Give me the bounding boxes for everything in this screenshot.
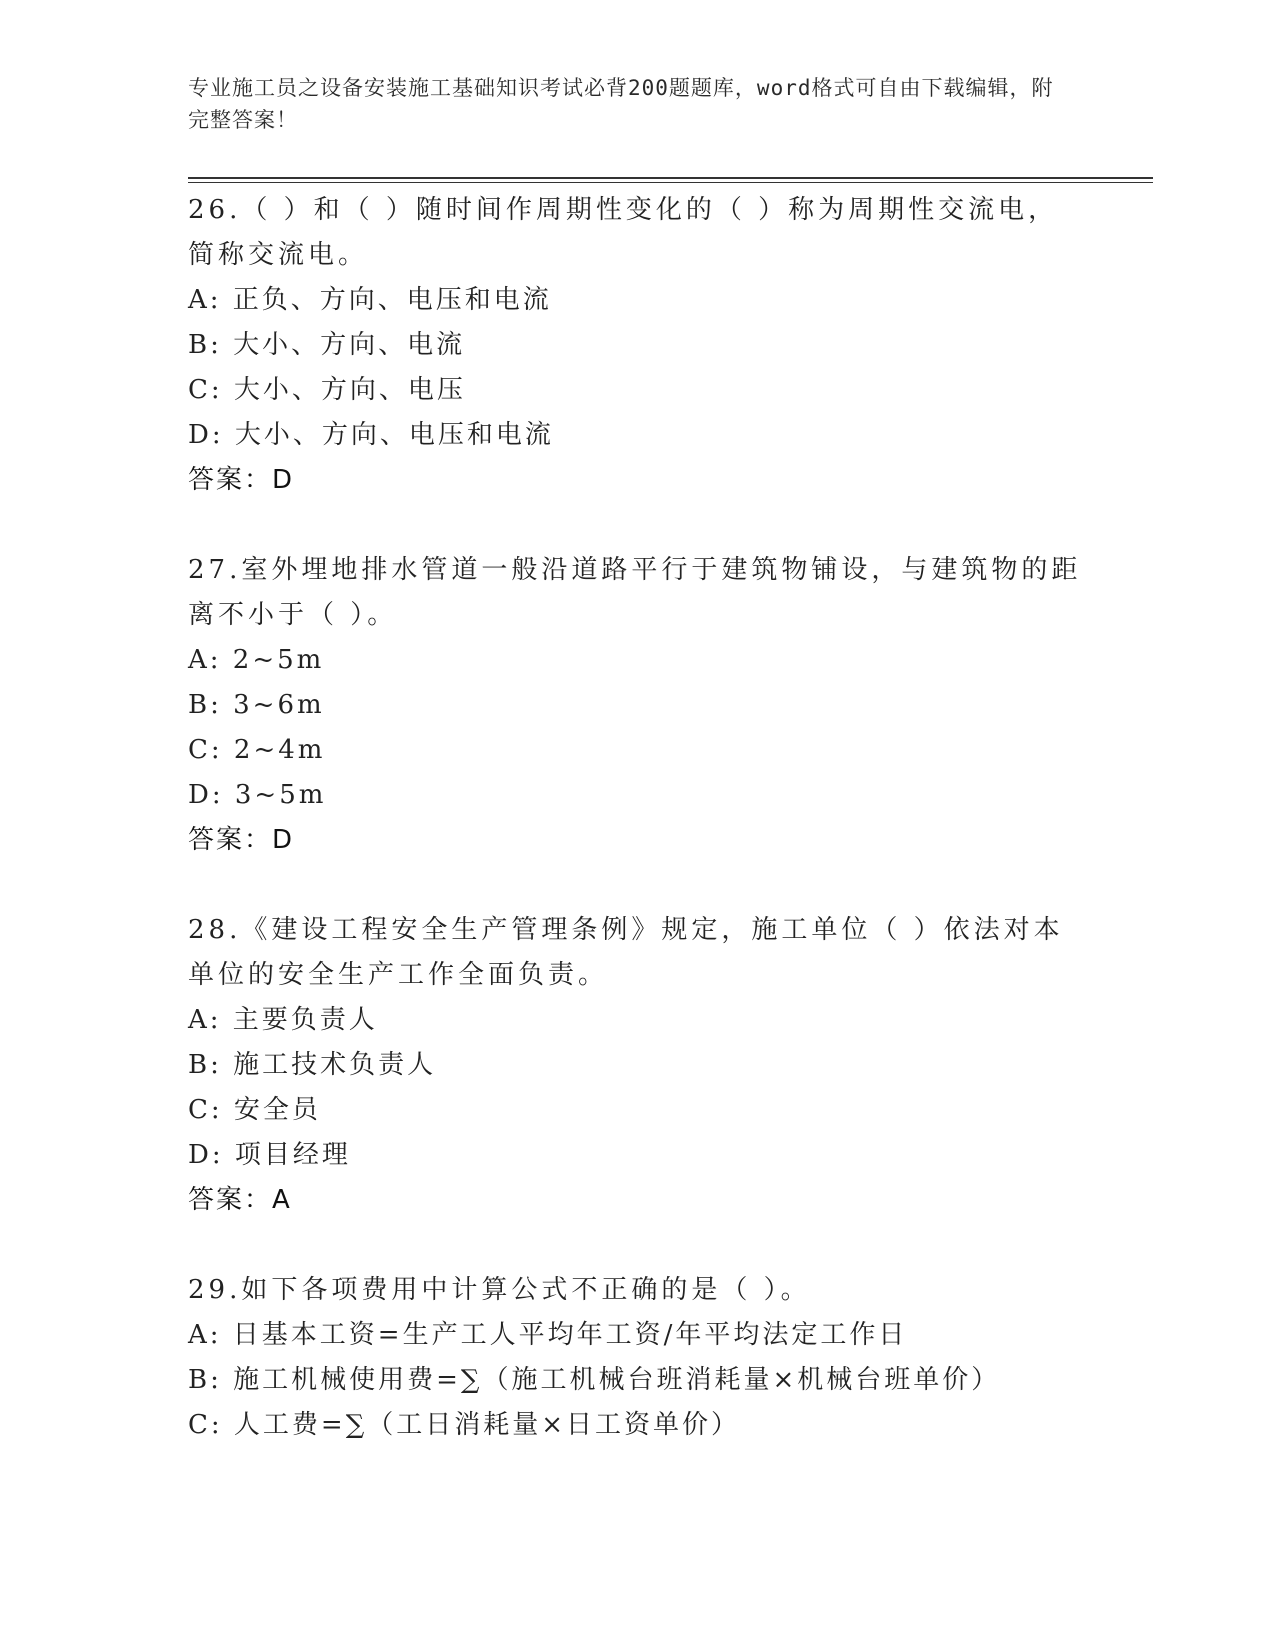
answer-line: 答案：D bbox=[188, 825, 295, 855]
option-c: C: 2~4m bbox=[188, 735, 326, 765]
question-28 bbox=[188, 908, 1088, 1223]
option-d: D: 项目经理 bbox=[188, 1140, 351, 1170]
option-c: C: 人工费=∑（工日消耗量×日工资单价） bbox=[188, 1410, 741, 1440]
document-title: 专业施工员之设备安装施工基础知识考试必背200题题库，word格式可自由下载编辑，附完整答案！ bbox=[188, 76, 1054, 132]
question-text: 26.（ ）和（ ）随时间作周期性变化的（ ）称为周期性交流电，简称交流电。 bbox=[188, 195, 1059, 270]
option-a: A: 日基本工资=生产工人平均年工资/年平均法定工作日 bbox=[188, 1320, 908, 1350]
option-d: D: 大小、方向、电压和电流 bbox=[188, 420, 554, 450]
header-divider bbox=[188, 177, 1153, 179]
question-text: 29.如下各项费用中计算公式不正确的是（ ）。 bbox=[188, 1275, 811, 1305]
option-d: D: 3~5m bbox=[188, 780, 327, 810]
answer-line: 答案：D bbox=[188, 465, 295, 495]
header-divider-thin bbox=[188, 182, 1153, 183]
option-b: B: 大小、方向、电流 bbox=[188, 330, 466, 360]
option-a: A: 2~5m bbox=[188, 645, 325, 675]
question-text: 28.《建设工程安全生产管理条例》规定，施工单位（ ）依法对本单位的安全生产工作全面负责。 bbox=[188, 915, 1064, 990]
document-header bbox=[188, 72, 1068, 136]
option-c: C: 安全员 bbox=[188, 1095, 321, 1125]
option-b: B: 3~6m bbox=[188, 690, 325, 720]
question-26 bbox=[188, 188, 1088, 503]
question-text: 27.室外埋地排水管道一般沿道路平行于建筑物铺设，与建筑物的距离不小于（ ）。 bbox=[188, 555, 1082, 630]
option-a: A: 主要负责人 bbox=[188, 1005, 378, 1035]
question-27 bbox=[188, 548, 1088, 863]
option-a: A: 正负、方向、电压和电流 bbox=[188, 285, 552, 315]
option-c: C: 大小、方向、电压 bbox=[188, 375, 466, 405]
question-list bbox=[188, 188, 1088, 1493]
option-b: B: 施工机械使用费=∑（施工机械台班消耗量×机械台班单价） bbox=[188, 1365, 1001, 1395]
option-b: B: 施工技术负责人 bbox=[188, 1050, 437, 1080]
question-29 bbox=[188, 1268, 1088, 1448]
answer-line: 答案：A bbox=[188, 1185, 292, 1215]
